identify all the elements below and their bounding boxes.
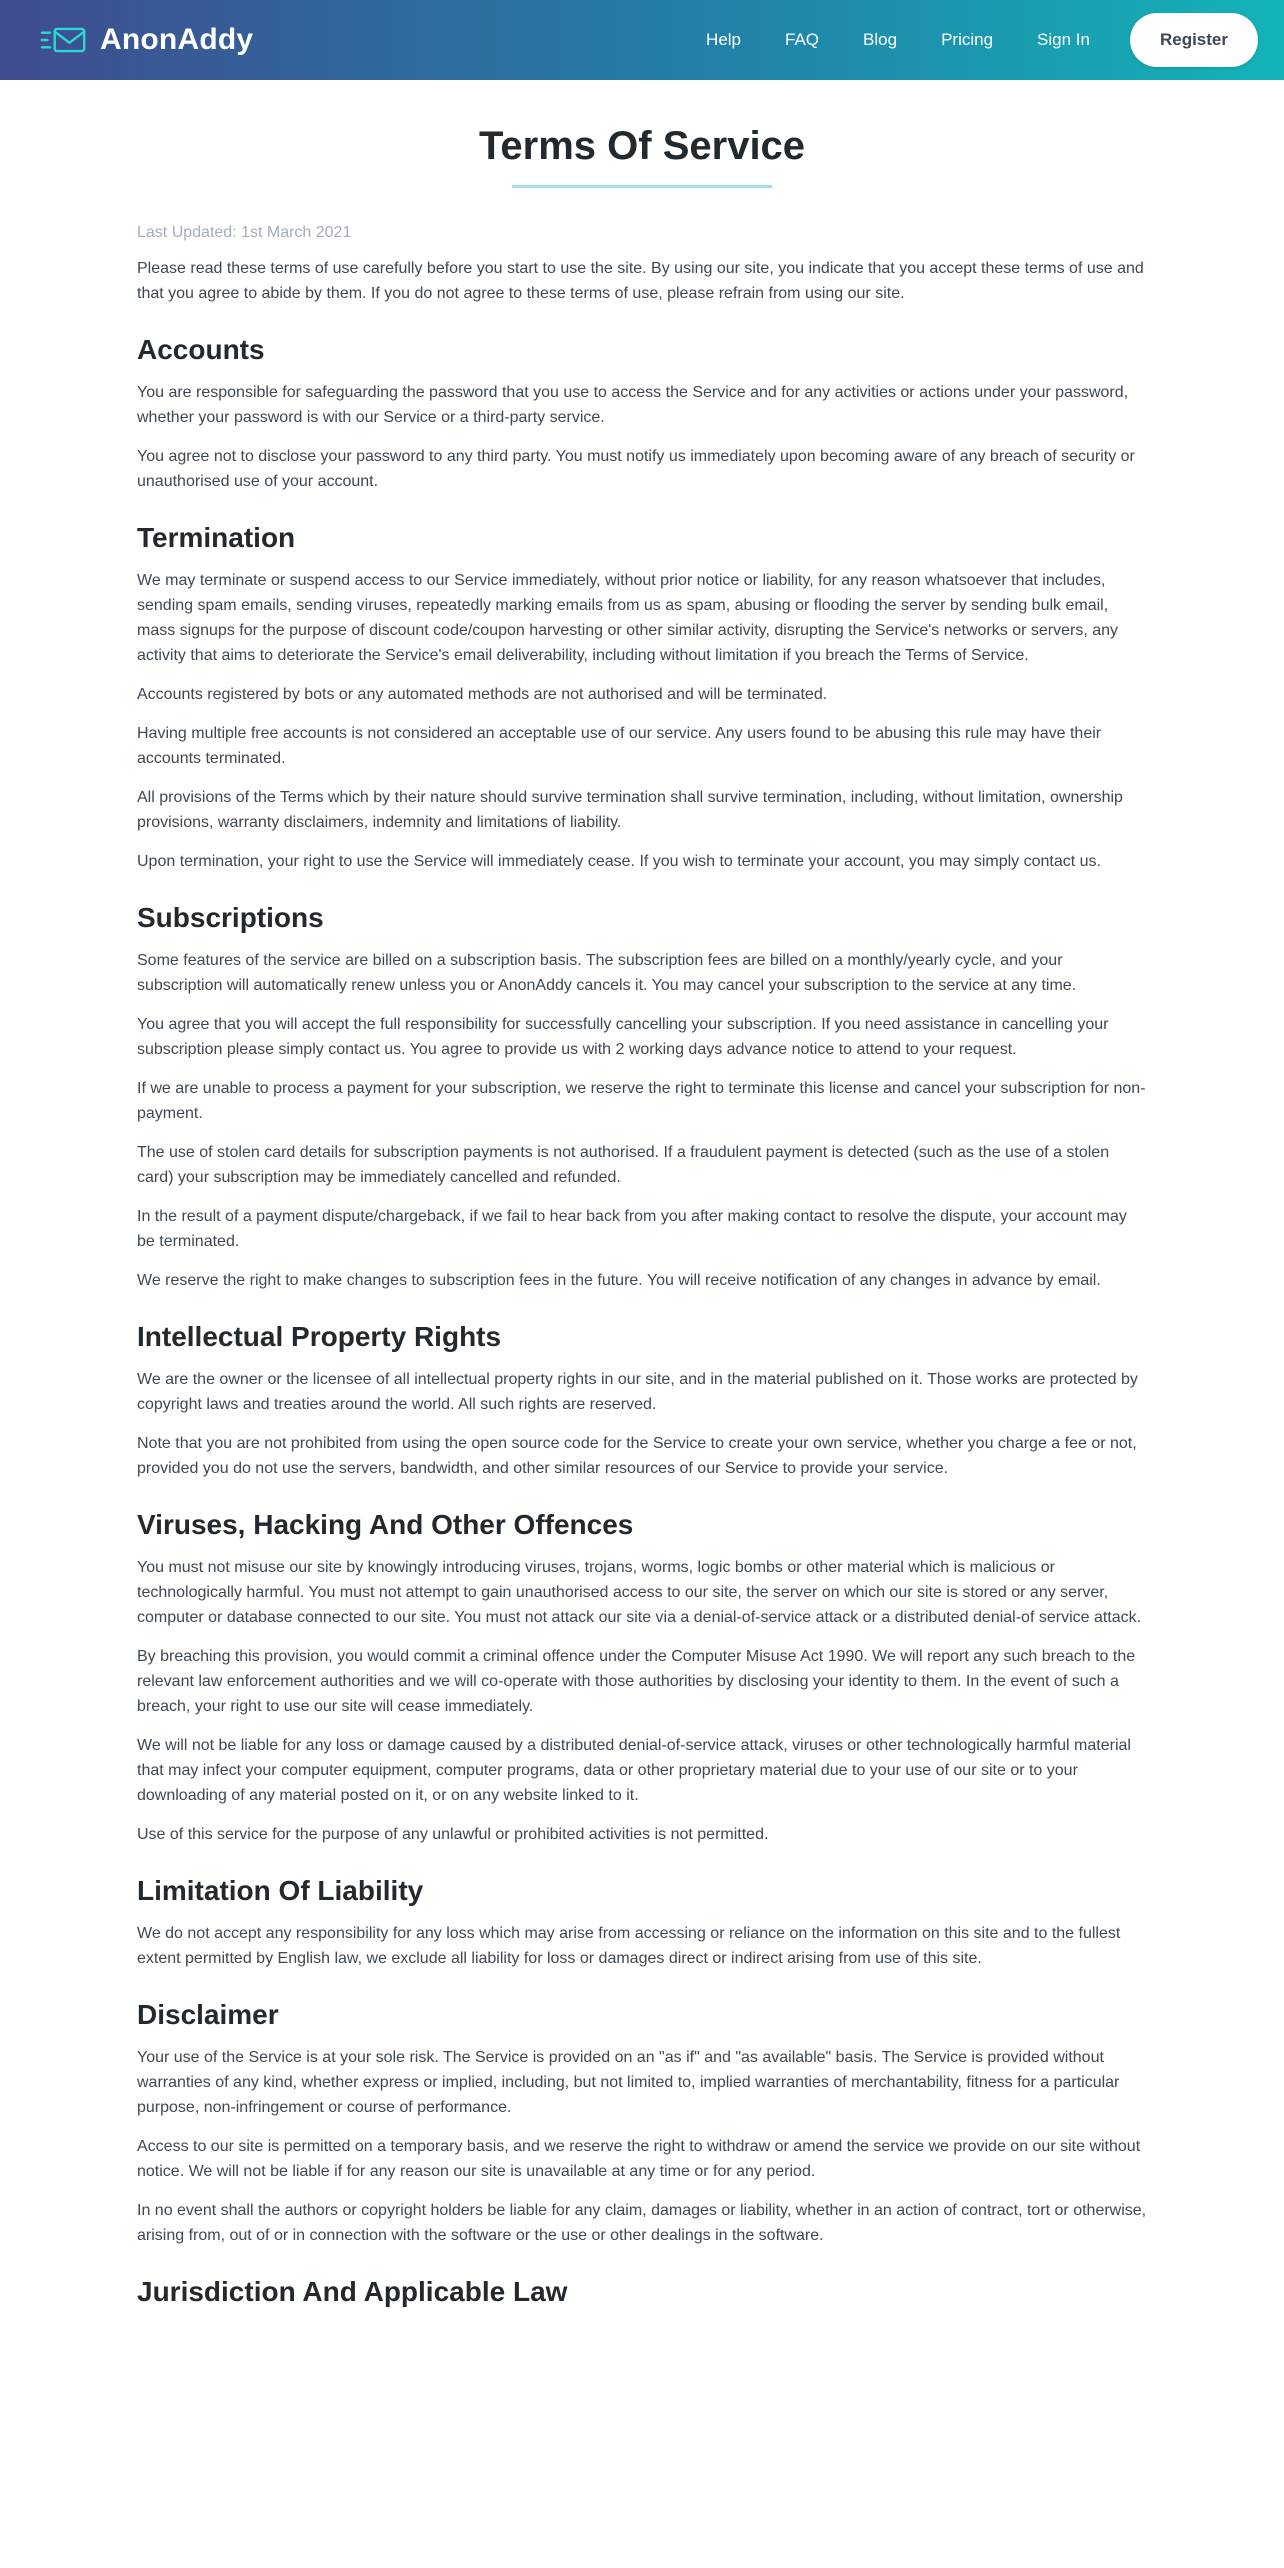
paragraph: Note that you are not prohibited from using the open source code for the Service to create your own service, whether you charge a fee or not, provided you do not use the servers, bandwidth, and other similar resources of our Service to provide your service. [137, 1435, 1137, 1477]
paragraph: Having multiple free accounts is not considered an acceptable use of our service. Any users found to be abusing this rule may have their accounts terminated. [137, 725, 1102, 767]
brand-name [100, 23, 253, 57]
paragraph: Use of this service for the purpose of any unlawful or prohibited activities is not permitted. [137, 1826, 769, 1843]
paragraph: We reserve the right to make changes to subscription fees in the future. You will receive notification of any changes in advance by email. [137, 1272, 1101, 1289]
tos-section [137, 1875, 1147, 1971]
tos-section [137, 334, 1147, 494]
terms-of-service-page [137, 124, 1147, 2308]
paragraph: You are responsible for safeguarding the password that you use to access the Service and for any activities or actions under your password, whether your password is with our Service or a third-party service. [137, 384, 1129, 426]
sections-container [137, 334, 1147, 2308]
paragraph: Upon termination, your right to use the Service will immediately cease. If you wish to terminate your account, you may simply contact us. [137, 853, 1101, 870]
register-button[interactable]: Register [1130, 13, 1258, 67]
paragraph: All provisions of the Terms which by their nature should survive termination shall survive termination, including, without limitation, ownership provisions, warranty disclaimers, indemnity and limitations of liability. [137, 789, 1123, 831]
main-nav [706, 30, 1090, 50]
paragraph: Your use of the Service is at your sole risk. The Service is provided on an "as if" and "as available" basis. The Service is provided without warranties of any kind, whether express or implied, including, but not limited to, implied warranties of merchantability, fitness for a particular purpose, non-infringement or course of performance. [137, 2049, 1120, 2116]
paragraph: Accounts registered by bots or any automated methods are not authorised and will be terminated. [137, 686, 828, 703]
section-heading: Subscriptions [137, 902, 324, 933]
nav-link-blog[interactable]: Blog [863, 30, 898, 49]
paragraph: Some features of the service are billed on a subscription basis. The subscription fees are billed on a monthly/yearly cycle, and your subscription will automatically renew unless you or AnonAddy cancels it. You may cancel your subscription to the service at any time. [137, 952, 1077, 994]
paragraph: You agree that you will accept the full responsibility for successfully cancelling your subscription. If you need assistance in cancelling your subscription please simply contact us. You agree to provide us with 2 working days advance notice to attend to your request. [137, 1016, 1109, 1058]
tos-section [137, 1321, 1147, 1481]
paragraph: If we are unable to process a payment for your subscription, we reserve the right to terminate this license and cancel your subscription for non-payment. [137, 1080, 1146, 1122]
paragraph: You agree not to disclose your password to any third party. You must notify us immediately upon becoming aware of any breach of security or unauthorised use of your account. [137, 448, 1135, 490]
brand-name-part2: Addy [177, 23, 254, 56]
section-heading: Termination [137, 522, 296, 553]
tos-section [137, 1999, 1147, 2248]
page-title: Terms Of Service [478, 124, 806, 168]
section-heading: Limitation Of Liability [137, 1875, 424, 1906]
paragraph: We will not be liable for any loss or damage caused by a distributed denial-of-service attack, viruses or other technologically harmful material that may infect your computer equipment, computer programs, data or other proprietary material due to your use of our site or to your downloading of any material posted on it, or on any website linked to it. [137, 1737, 1131, 1804]
nav-link-faq[interactable]: FAQ [785, 30, 820, 49]
paragraph: The use of stolen card details for subscription payments is not authorised. If a fraudulent payment is detected (such as the use of a stolen card) your subscription may be immediately cancelled and refunded. [137, 1144, 1110, 1186]
tos-section [137, 902, 1147, 1293]
paragraph: We are the owner or the licensee of all intellectual property rights in our site, and in the material published on it. Those works are protected by copyright laws and treaties around the world. All such rights are reserved. [137, 1371, 1138, 1413]
paragraph: In the result of a payment dispute/chargeback, if we fail to hear back from you after making contact to resolve the dispute, your account may be terminated. [137, 1208, 1127, 1250]
section-heading: Intellectual Property Rights [137, 1321, 502, 1352]
nav-link-sign-in[interactable]: Sign In [1037, 30, 1090, 49]
nav-link-pricing[interactable]: Pricing [941, 30, 994, 49]
tos-section [137, 522, 1147, 874]
nav-link-help[interactable]: Help [706, 30, 742, 49]
section-heading: Jurisdiction And Applicable Law [137, 2276, 568, 2307]
section-heading: Accounts [137, 334, 265, 365]
last-updated-label: Last Updated: 1st March 2021 [137, 224, 352, 241]
paragraph: You must not misuse our site by knowingly introducing viruses, trojans, worms, logic bombs or other material which is malicious or technologically harmful. You must not attempt to gain unauthorised access to our site, the server on which our site is stored or any server, computer or database connected to our site. You must not attack our site via a denial-of-service attack or a distributed denial-of service attack. [137, 1559, 1142, 1626]
title-divider [512, 185, 772, 188]
header [0, 0, 1284, 80]
brand-name-part1: Anon [100, 23, 178, 56]
tos-section [137, 2276, 1147, 2308]
paragraph: We may terminate or suspend access to our Service immediately, without prior notice or liability, for any reason whatsoever that includes, sending spam emails, sending viruses, repeatedly marking emails from us as spam, abusing or flooding the server by sending bulk email, mass signups for the purpose of discount code/coupon harvesting or other similar activity, disrupting the Service's networks or servers, any activity that aims to deteriorate the Service's email deliverability, including without limitation if you breach the Terms of Service. [137, 572, 1118, 664]
paragraph: We do not accept any responsibility for any loss which may arise from accessing or reliance on the information on this site and to the fullest extent permitted by English law, we exclude all liability for loss or damages direct or indirect arising from use of this site. [137, 1925, 1121, 1967]
brand-logo[interactable] [40, 23, 253, 57]
section-heading: Disclaimer [137, 1999, 279, 2030]
paragraph: By breaching this provision, you would commit a criminal offence under the Computer Misuse Act 1990. We will report any such breach to the relevant law enforcement authorities and we will co-operate with those authorities by disclosing your identity to them. In the event of such a breach, your right to use our site will cease immediately. [137, 1648, 1136, 1715]
paragraph: In no event shall the authors or copyright holders be liable for any claim, damages or liability, whether in an action of contract, tort or otherwise, arising from, out of or in connection with the software or the use or other dealings in the software. [137, 2202, 1147, 2244]
intro-paragraph: Please read these terms of use carefully before you start to use the site. By using our site, you indicate that you accept these terms of use and that you agree to abide by them. If you do not agree to these terms of use, please refrain from using our site. [137, 260, 1144, 302]
envelope-icon [40, 25, 86, 55]
section-heading: Viruses, Hacking And Other Offences [137, 1509, 634, 1540]
tos-section [137, 1509, 1147, 1847]
paragraph: Access to our site is permitted on a temporary basis, and we reserve the right to withdraw or amend the service we provide on our site without notice. We will not be liable if for any reason our site is unavailable at any time or for any period. [137, 2138, 1141, 2180]
